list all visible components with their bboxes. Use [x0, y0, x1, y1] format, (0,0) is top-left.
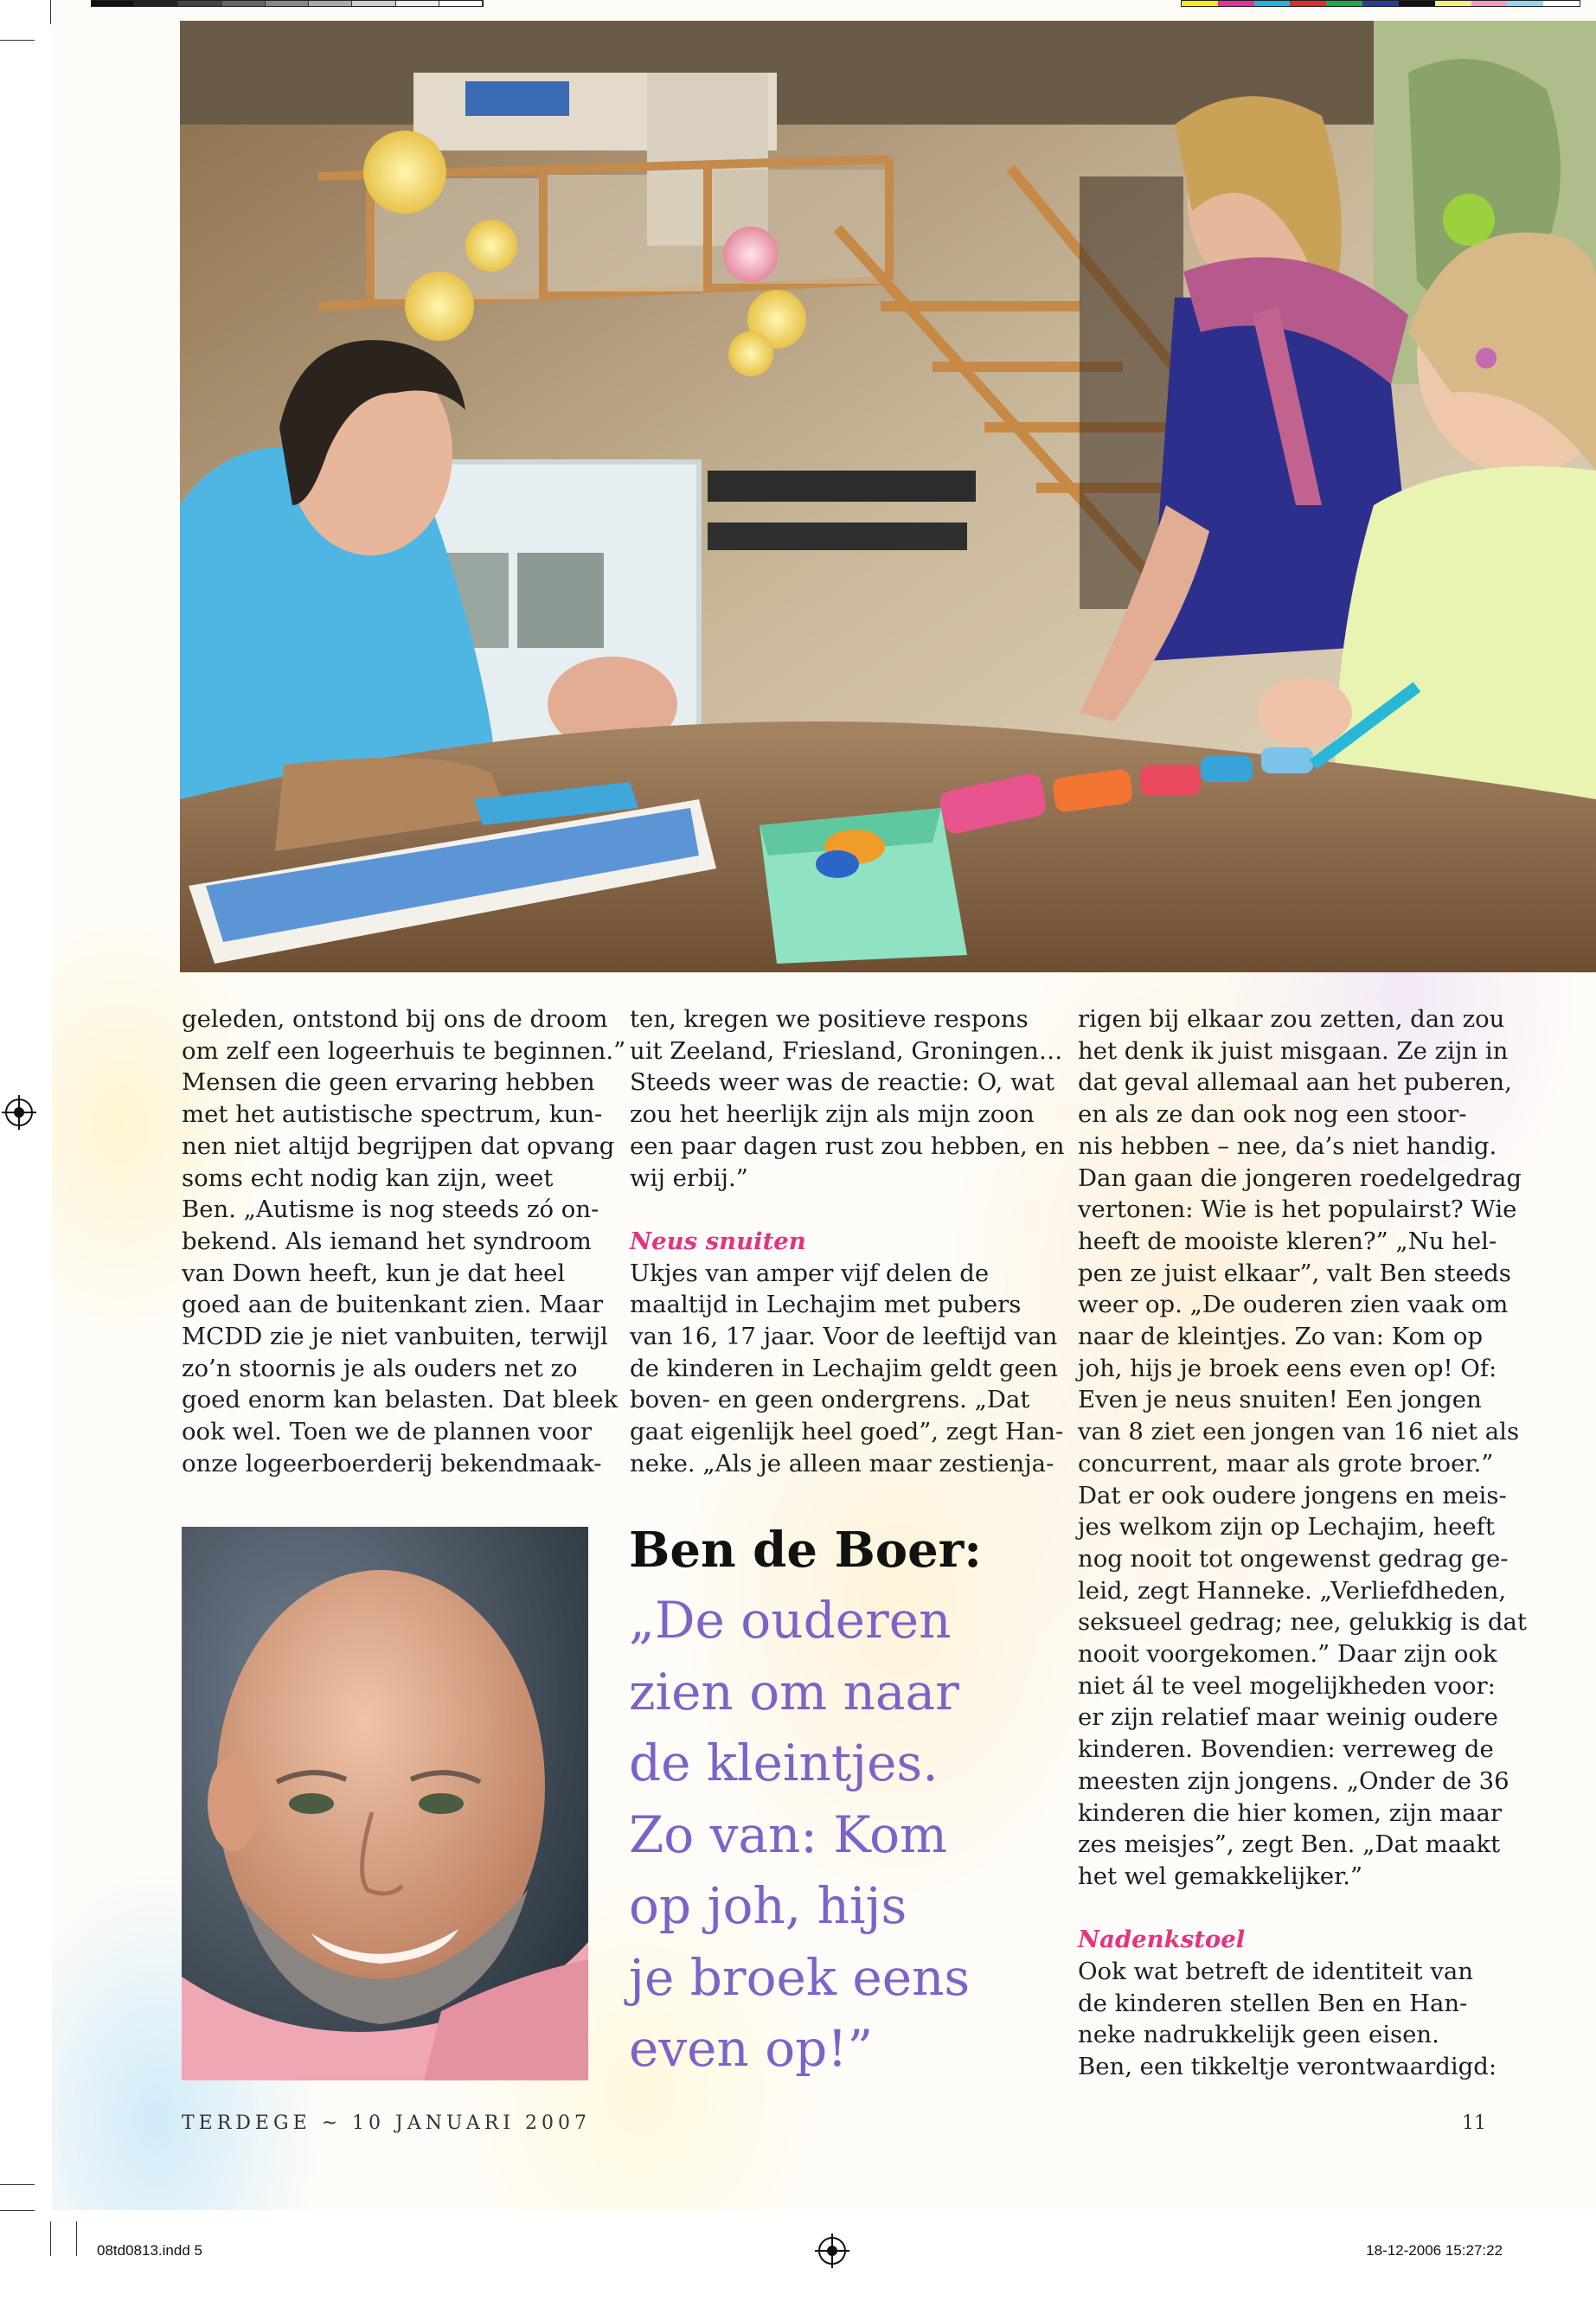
- quote-line: op joh, hijs: [629, 1876, 907, 1935]
- text-line: neke nadrukkelijk geen eisen.: [1078, 2021, 1439, 2049]
- text-line: met het autistische spectrum, kun-: [182, 1100, 603, 1129]
- text-line: boven- en geen ondergrens. „Dat: [630, 1386, 1030, 1414]
- text-line: zo’n stoornis je als ouders net zo: [182, 1354, 578, 1382]
- text-line: vertonen: Wie is het populairst? Wie: [1078, 1195, 1517, 1224]
- text-line: soms echt nodig kan zijn, weet: [182, 1163, 554, 1192]
- column-2-text-a: [630, 1003, 1065, 1194]
- text-line: Steeds weer was de reactie: O, wat: [630, 1068, 1055, 1097]
- text-line: Ukjes van amper vijf delen de: [630, 1259, 990, 1287]
- slug-filename: 08td0813.indd 5: [97, 2242, 202, 2259]
- text-line: goed enorm kan belasten. Dat bleek: [182, 1386, 619, 1414]
- column-1-text: [182, 1003, 626, 1480]
- text-line: uit Zeeland, Friesland, Groningen…: [630, 1036, 1063, 1065]
- text-line: dat geval allemaal aan het puberen,: [1078, 1068, 1512, 1097]
- pull-quote-text: [629, 1585, 1061, 2085]
- text-line: jes welkom zijn op Lechajim, heeft: [1078, 1513, 1495, 1541]
- text-line: het denk ik juist misgaan. Ze zijn in: [1078, 1036, 1509, 1065]
- printer-slug: [0, 2232, 1596, 2284]
- text-line: Ook wat betreft de identiteit van: [1078, 1958, 1473, 1986]
- pull-quote: [629, 1516, 1061, 2085]
- text-line: nooit voorgekomen.” Daar zijn ook: [1078, 1640, 1497, 1669]
- text-line: Even je neus snuiten! Een jongen: [1078, 1386, 1482, 1414]
- quote-line: de kleintjes.: [629, 1734, 939, 1792]
- text-line: Dan gaan die jongeren roedelgedrag: [1078, 1163, 1522, 1192]
- column-2-text-b: [630, 1258, 1064, 1480]
- text-line: nis hebben – nee, da’s niet handig.: [1078, 1131, 1497, 1160]
- color-control-bar: [1181, 0, 1580, 7]
- text-line: goed aan de buitenkant zien. Maar: [182, 1291, 604, 1319]
- text-line: een paar dagen rust zou hebben, en: [630, 1131, 1065, 1160]
- article-column-2: [630, 1003, 1065, 1480]
- text-line: heeft de mooiste kleren?” „Nu hel-: [1078, 1227, 1497, 1255]
- text-line: bekend. Als iemand het syndroom: [182, 1227, 592, 1255]
- text-line: naar de kleintjes. Zo van: Kom op: [1078, 1323, 1484, 1351]
- pull-quote-speaker: Ben de Boer:: [629, 1522, 982, 1579]
- text-line: van 8 ziet een jongen van 16 niet als: [1078, 1418, 1520, 1446]
- slug-datetime: 18-12-2006 15:27:22: [1366, 2242, 1503, 2259]
- text-line: Dat er ook oudere jongens en meis-: [1078, 1481, 1507, 1509]
- crop-mark: [0, 2184, 35, 2185]
- magazine-folio: TERDEGE ~ 10 JANUARI 2007: [182, 2112, 591, 2134]
- registration-mark-icon: [5, 1099, 33, 1126]
- page-number: 11: [1462, 2112, 1486, 2134]
- text-line: kinderen. Bovendien: verreweg de: [1078, 1735, 1494, 1764]
- text-line: nog nooit tot ongewenst gedrag ge-: [1078, 1544, 1509, 1573]
- grayscale-control-bar: [91, 0, 484, 7]
- text-line: van 16, 17 jaar. Voor de leeftijd van: [630, 1323, 1058, 1351]
- text-line: wij erbij.”: [630, 1163, 748, 1192]
- text-line: onze logeerboerderij bekendmaak-: [182, 1449, 602, 1477]
- crop-mark: [50, 0, 51, 24]
- text-line: zes meisjes”, zegt Ben. „Dat maakt: [1078, 1830, 1501, 1859]
- text-line: van Down heeft, kun je dat heel: [182, 1259, 566, 1287]
- text-line: nen niet altijd begrijpen dat opvang: [182, 1131, 615, 1160]
- text-line: MCDD zie je niet vanbuiten, terwijl: [182, 1323, 608, 1351]
- text-line: Mensen die geen ervaring hebben: [182, 1068, 595, 1097]
- crop-mark: [0, 2210, 35, 2211]
- text-line: om zelf een logeerhuis te beginnen.”: [182, 1036, 626, 1065]
- column-3-text-b: [1078, 1956, 1497, 2083]
- text-line: ook wel. Toen we de plannen voor: [182, 1418, 593, 1446]
- text-line: zou het heerlijk zijn als mijn zoon: [630, 1100, 1035, 1129]
- column-3-text-a: [1078, 1003, 1527, 1893]
- text-line: pen ze juist elkaar”, valt Ben steeds: [1078, 1259, 1511, 1287]
- portrait-photo-ben-de-boer: [182, 1527, 588, 2080]
- registration-mark-icon: [818, 2237, 846, 2265]
- quote-line: zien om naar: [629, 1662, 959, 1721]
- text-line: neke. „Als je alleen maar zestienja-: [630, 1449, 1054, 1477]
- text-line: concurrent, maar als grote broer.”: [1078, 1449, 1494, 1477]
- main-photo-craft-table: [180, 21, 1596, 972]
- text-line: Ben, een tikkeltje verontwaardigd:: [1078, 2053, 1497, 2081]
- article-column-1: [182, 1003, 626, 1480]
- text-line: niet ál te veel mogelijkheden voor:: [1078, 1671, 1496, 1700]
- quote-line: even op!”: [629, 2019, 874, 2078]
- text-line: het wel gemakkelijker.”: [1078, 1862, 1363, 1890]
- quote-line: je broek eens: [629, 1947, 971, 2007]
- text-line: geleden, ontstond bij ons de droom: [182, 1005, 608, 1033]
- quote-line: Zo van: Kom: [629, 1804, 948, 1864]
- text-line: leid, zegt Hanneke. „Verliefdheden,: [1078, 1576, 1507, 1605]
- text-line: ten, kregen we positieve respons: [630, 1005, 1029, 1033]
- text-line: joh, hijs je broek eens even op! Of:: [1078, 1354, 1497, 1382]
- quote-line: „De ouderen: [629, 1591, 952, 1650]
- subhead-nadenkstoel: Nadenkstoel: [1078, 1926, 1246, 1954]
- text-line: meesten zijn jongens. „Onder de 36: [1078, 1766, 1509, 1795]
- text-line: Ben. „Autisme is nog steeds zó on-: [182, 1195, 599, 1224]
- text-line: kinderen die hier komen, zijn maar: [1078, 1798, 1503, 1827]
- text-line: maaltijd in Lechajim met pubers: [630, 1291, 1022, 1319]
- text-line: er zijn relatief maar weinig oudere: [1078, 1703, 1498, 1732]
- text-line: en als ze dan ook nog een stoor-: [1078, 1100, 1467, 1129]
- crop-mark: [0, 40, 35, 41]
- article-column-3: [1078, 1003, 1527, 2083]
- text-line: weer op. „De ouderen zien vaak om: [1078, 1291, 1509, 1319]
- text-line: de kinderen stellen Ben en Han-: [1078, 1989, 1468, 2017]
- subhead-neus-snuiten: Neus snuiten: [630, 1227, 806, 1255]
- text-line: gaat eigenlijk heel goed”, zegt Han-: [630, 1418, 1064, 1446]
- text-line: rigen bij elkaar zou zetten, dan zou: [1078, 1005, 1505, 1033]
- text-line: de kinderen in Lechajim geldt geen: [630, 1354, 1058, 1382]
- text-line: seksueel gedrag; nee, gelukkig is dat: [1078, 1608, 1527, 1637]
